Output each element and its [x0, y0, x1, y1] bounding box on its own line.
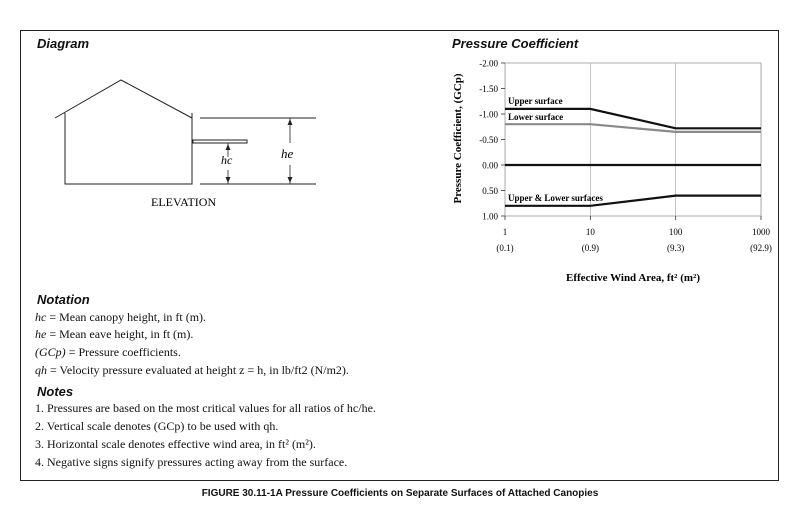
x-tick-sublabel: (0.1)	[496, 243, 514, 253]
he-label: he	[281, 146, 294, 161]
chart-title: Pressure Coefficient	[452, 36, 579, 51]
figure-caption: FIGURE 30.11-1A Pressure Coefficients on Separate Surfaces of Attached Canopies	[201, 488, 599, 499]
series-label-1: Upper surface	[508, 95, 563, 106]
diagram-title: Diagram	[37, 36, 90, 51]
y-tick-label: -1.50	[479, 84, 498, 94]
y-tick-label: 1.00	[482, 211, 498, 222]
series-label-2: Lower surface	[508, 112, 564, 123]
x-tick-label: 100	[668, 227, 683, 237]
hc-label: hc	[221, 153, 233, 167]
x-tick-label: 10	[585, 227, 595, 237]
notation-item: (GCp) = Pressure coefficients.	[35, 345, 181, 359]
y-tick-label: -0.50	[479, 135, 498, 145]
y-tick-label: 0.00	[482, 160, 498, 171]
x-tick-sublabel: (0.9)	[581, 243, 599, 253]
x-tick-label: 1	[502, 227, 508, 237]
notation-item: qh = Velocity pressure evaluated at height z = h, in lb/ft2 (N/m2).	[35, 363, 349, 377]
x-tick-sublabel: (9.3)	[667, 243, 685, 253]
y-tick-label: -1.00	[479, 109, 498, 120]
y-axis-label: Pressure Coefficient, (GCp)	[452, 73, 464, 204]
x-axis-label: Effective Wind Area, ft² (m²)	[566, 272, 700, 284]
note-item: 4. Negative signs signify pressures acting away from the surface.	[35, 455, 348, 469]
notation-item: hc = Mean canopy height, in ft (m).	[35, 310, 207, 324]
note-item: 2. Vertical scale denotes (GCp) to be used with qh.	[35, 419, 279, 433]
notation-title: Notation	[37, 292, 90, 307]
x-tick-sublabel: (92.9)	[750, 243, 772, 253]
series-label-3: Upper & Lower surfaces	[508, 192, 603, 203]
y-tick-label: 0.50	[482, 186, 498, 196]
y-tick-label: -2.00	[479, 58, 498, 69]
notation-item: he = Mean eave height, in ft (m).	[35, 327, 194, 341]
elevation-label: ELEVATION	[151, 195, 217, 209]
x-tick-label: 1000	[752, 227, 770, 237]
notes-title: Notes	[37, 384, 74, 399]
note-item: 3. Horizontal scale denotes effective wind area, in ft² (m²).	[35, 437, 316, 451]
note-item: 1. Pressures are based on the most critical values for all ratios of hc/he.	[35, 401, 376, 415]
